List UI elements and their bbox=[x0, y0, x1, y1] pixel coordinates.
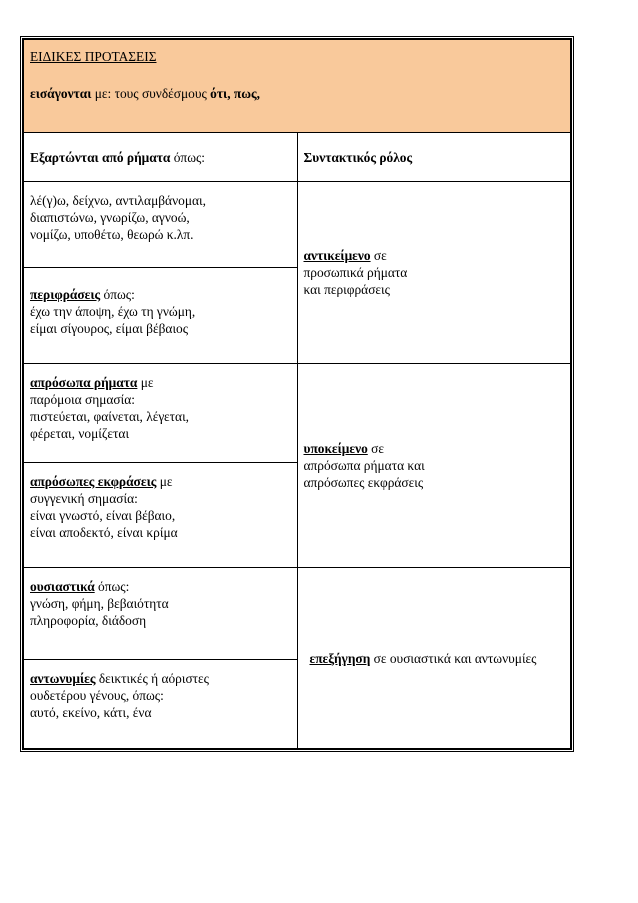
group-2b-head bbox=[30, 473, 291, 490]
impersonal-expressions-label: απρόσωπες εκφράσεις bbox=[30, 474, 157, 489]
group-2-impersonal-expressions-cell bbox=[24, 463, 298, 568]
group-2-row-a bbox=[24, 364, 571, 463]
group-2a-line: παρόμοια σημασία: bbox=[30, 392, 135, 407]
group-3-row-a bbox=[24, 568, 571, 660]
group-3a-line: πληροφορία, διάδοση bbox=[30, 613, 147, 628]
group-1-verbs-cell bbox=[24, 182, 298, 268]
group-1-role-head bbox=[304, 247, 565, 264]
group-3a-head bbox=[30, 578, 291, 595]
group-3a-line: γνώση, φήμη, βεβαιότητα bbox=[30, 596, 169, 611]
group-2b-line: είναι γνωστό, είναι βέβαιο, bbox=[30, 508, 176, 523]
group-1b-line: είμαι σίγουρος, είμαι βέβαιος bbox=[30, 321, 189, 336]
intro-bold: εισάγονται bbox=[30, 86, 92, 101]
group-3-nouns-cell bbox=[24, 568, 298, 660]
group-3-role-head bbox=[310, 650, 565, 667]
column-left-bold: Εξαρτώνται από ρήματα bbox=[30, 149, 171, 165]
pronouns-rest: δεικτικές ή αόριστες bbox=[95, 671, 209, 686]
impersonal-expressions-rest: με bbox=[156, 474, 173, 489]
group-3-pronouns-cell bbox=[24, 660, 298, 749]
impersonal-verbs-rest: με bbox=[137, 375, 154, 390]
header-row bbox=[24, 40, 571, 133]
periphrases-label: περιφράσεις bbox=[30, 287, 101, 302]
role-object-label: αντικείμενο bbox=[303, 248, 371, 263]
group-1-line: διαπιστώνω, γνωρίζω, αγνοώ, bbox=[30, 210, 190, 225]
intro-rest: με: τους συνδέσμους bbox=[91, 86, 211, 101]
group-1-line: νομίζω, υποθέτω, θεωρώ κ.λπ. bbox=[30, 227, 194, 242]
group-3b-line: αυτό, εκείνο, κάτι, ένα bbox=[30, 705, 152, 720]
nouns-rest: όπως: bbox=[94, 579, 130, 594]
group-1-role-line: προσωπικά ρήματα bbox=[303, 265, 408, 280]
group-2b-line: είναι αποδεκτό, είναι κρίμα bbox=[30, 525, 178, 540]
specific-clauses-table bbox=[20, 36, 574, 752]
group-1b-line: έχω την άποψη, έχω τη γνώμη, bbox=[30, 304, 196, 319]
group-1-row-a bbox=[24, 182, 571, 268]
column-header-row bbox=[24, 133, 571, 182]
group-1-line: λέ(γ)ω, δείχνω, αντιλαμβάνομαι, bbox=[30, 193, 206, 208]
group-1b-head bbox=[30, 286, 291, 303]
group-2b-line: συγγενική σημασία: bbox=[30, 491, 138, 506]
pronouns-label: αντωνυμίες bbox=[30, 671, 96, 686]
intro-line bbox=[30, 86, 260, 101]
group-2a-line: πιστεύεται, φαίνεται, λέγεται, bbox=[30, 409, 190, 424]
role-subject-rest: σε bbox=[367, 441, 384, 456]
group-2-role-line: απρόσωπες εκφράσεις bbox=[303, 475, 424, 490]
column-left-rest: όπως: bbox=[170, 149, 206, 165]
group-1-role-cell bbox=[297, 182, 571, 364]
table-title: ΕΙΔΙΚΕΣ ΠΡΟΤΑΣΕΙΣ bbox=[30, 49, 157, 64]
group-2a-head bbox=[30, 374, 291, 391]
table-inner-frame bbox=[22, 38, 572, 750]
intro-conjunctions: ότι, πως, bbox=[210, 86, 261, 101]
group-2-role-line: απρόσωπα ρήματα και bbox=[303, 458, 425, 473]
header-cell bbox=[24, 40, 571, 133]
role-object-rest: σε bbox=[370, 248, 387, 263]
impersonal-verbs-label: απρόσωπα ρήματα bbox=[30, 375, 138, 390]
role-subject-label: υποκείμενο bbox=[303, 441, 368, 456]
clauses-table bbox=[23, 39, 571, 749]
group-1-periphrases-cell bbox=[24, 268, 298, 364]
group-3-role-cell bbox=[297, 568, 571, 749]
column-header-right bbox=[297, 133, 571, 182]
group-1-role-line: και περιφράσεις bbox=[303, 282, 390, 297]
role-apposition-rest: σε ουσιαστικά και αντωνυμίες bbox=[370, 650, 537, 666]
column-header-left bbox=[24, 133, 298, 182]
group-3b-head bbox=[30, 670, 291, 687]
group-2-impersonal-verbs-cell bbox=[24, 364, 298, 463]
periphrases-rest: όπως: bbox=[100, 287, 135, 302]
nouns-label: ουσιαστικά bbox=[30, 579, 95, 594]
group-2a-line: φέρεται, νομίζεται bbox=[30, 426, 130, 441]
group-3b-line: ουδετέρου γένους, όπως: bbox=[30, 688, 164, 703]
column-right-label: Συντακτικός ρόλος bbox=[303, 149, 413, 165]
role-apposition-label: επεξήγηση bbox=[309, 650, 371, 666]
group-2-role-cell bbox=[297, 364, 571, 568]
group-2-role-head bbox=[304, 440, 565, 457]
